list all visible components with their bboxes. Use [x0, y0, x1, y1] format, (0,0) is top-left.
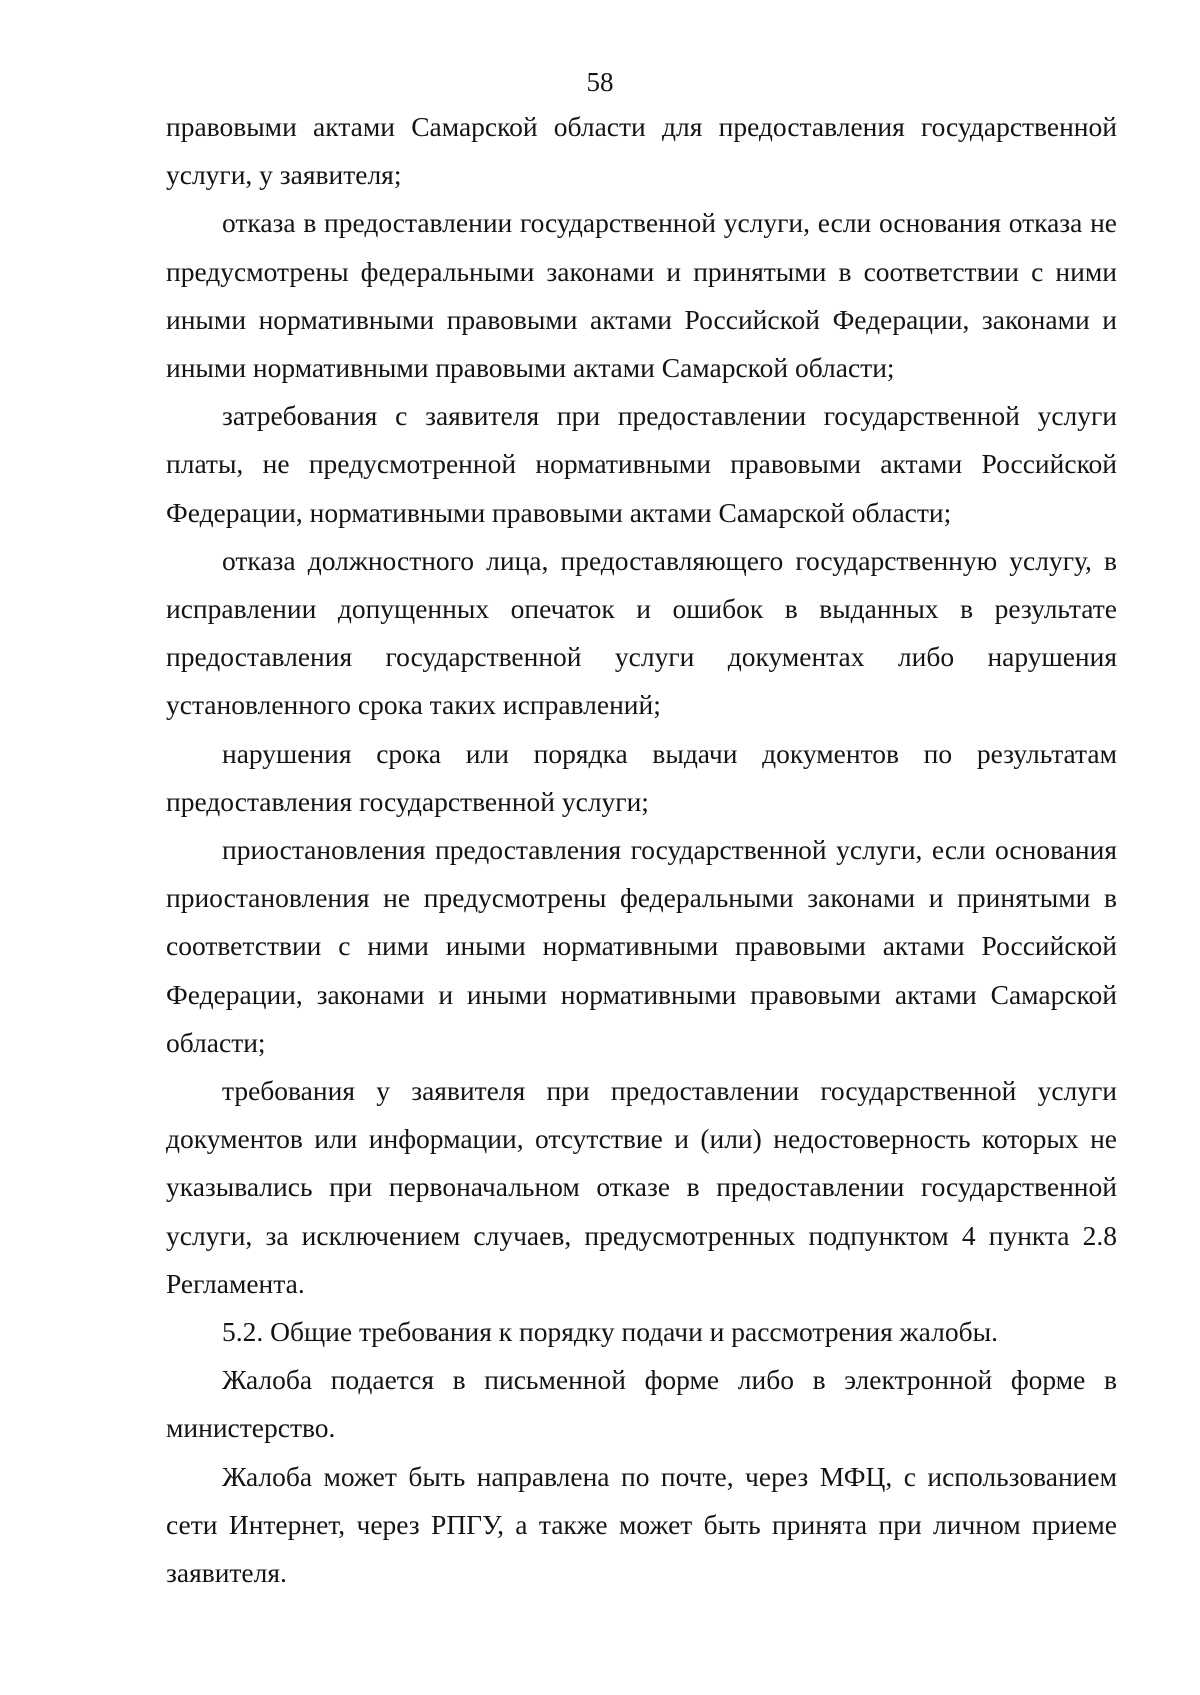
section-heading: 5.2. Общие требования к порядку подачи и рассмотрения жалобы. [222, 1316, 998, 1348]
paragraph: нарушения срока или порядка выдачи документов по результатам предоставления государственной услуги; [166, 737, 1117, 817]
paragraph: отказа должностного лица, предоставляющего государственную услугу, в исправлении допущенных опечаток и ошибок в выданных в результате предоставления государственной услуги документах либо нарушения установленного срока таких исправлений; [166, 544, 1117, 721]
paragraph: затребования с заявителя при предоставлении государственной услуги платы, не предусмотренной нормативными правовыми актами Российской Федерации, нормативными правовыми актами Самарской области; [166, 400, 1117, 528]
paragraph: требования у заявителя при предоставлении государственной услуги документов или информации, отсутствие и (или) недостоверность которых не указывались при первоначальном отказе в предоставлении государственной услуги, за исключением случаев, предусмотренных подпунктом 4 пункта 2.8 Регламента. [166, 1075, 1117, 1299]
document-body [166, 103, 1117, 1597]
page-number: 58 [586, 67, 614, 97]
paragraph-continuation: правовыми актами Самарской области для предоставления государственной услуги, у заявителя; [166, 111, 1117, 191]
paragraph: приостановления предоставления государственной услуги, если основания приостановления не предусмотрены федеральными законами и принятыми в соответствии с ними иными нормативными правовыми актами Российской Федерации, законами и иными нормативными правовыми актами Самарской области; [166, 834, 1117, 1058]
paragraph: отказа в предоставлении государственной услуги, если основания отказа не предусмотрены федеральными законами и принятыми в соответствии с ними иными нормативными правовыми актами Российской Федерации, законами и иными нормативными правовыми актами Самарской области; [166, 207, 1117, 384]
paragraph: Жалоба подается в письменной форме либо в электронной форме в министерство. [166, 1364, 1117, 1444]
paragraph: Жалоба может быть направлена по почте, через МФЦ, с использованием сети Интернет, через РПГУ, а также может быть принята при личном приеме заявителя. [166, 1460, 1117, 1589]
